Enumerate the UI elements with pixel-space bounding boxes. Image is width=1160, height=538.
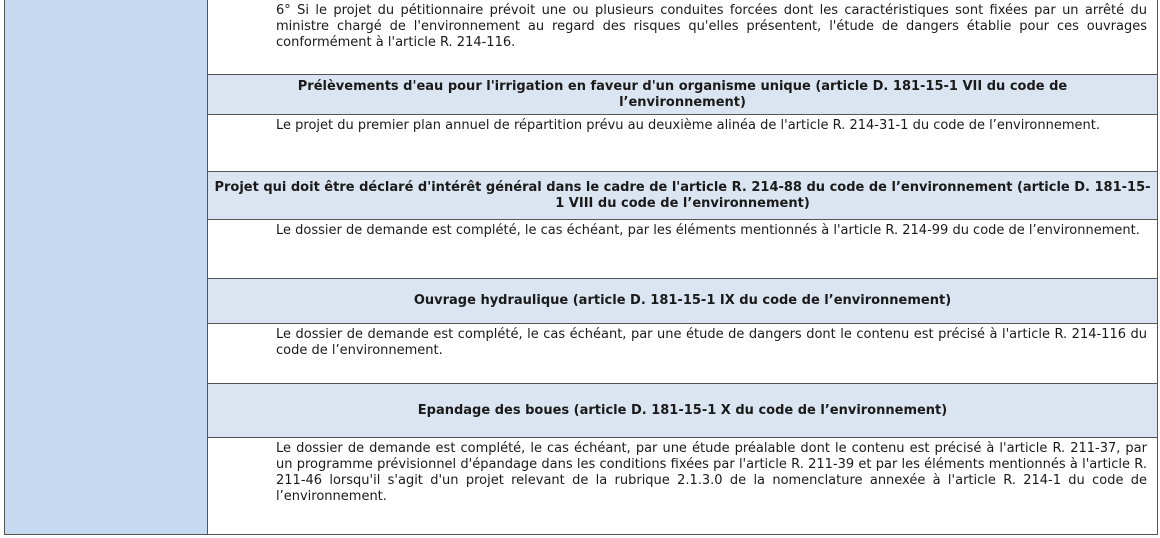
section-header: Epandage des boues (article D. 181-15-1 X du code de l’environnement) [208,384,1157,438]
table-row-text: 6° Si le projet du pétitionnaire prévoit une ou plusieurs conduites forcées dont les caractéristiques sont fixées par un arrêté du ministre chargé de l'environnement au regard des risques qu'elles présentent, l'étude de dangers établie pour ces ouvrages conformément à l'article R. 214-116. [208,0,1157,75]
table-row-text: Le dossier de demande est complété, le cas échéant, par une étude de dangers dont le contenu est précisé à l'article R. 214-116 du code de l’environnement. [208,324,1157,384]
section-header: Prélèvements d'eau pour l'irrigation en faveur d'un organisme unique (article D. 181-15-1 VII du code de l’environnement) [208,75,1157,115]
requirements-table [4,0,1158,535]
section-header: Ouvrage hydraulique (article D. 181-15-1 IX du code de l’environnement) [208,279,1157,324]
table-row-text: Le dossier de demande est complété, le cas échéant, par les éléments mentionnés à l'article R. 214-99 du code de l’environnement. [208,220,1157,279]
table-row-text: Le dossier de demande est complété, le cas échéant, par une étude préalable dont le contenu est précisé à l'article R. 211-37, par un programme prévisionnel d'épandage dans les conditions fixées par l'article R. 211-39 et par les éléments mentionnés à l'article R. 211-46 lorsqu'il s'agit d'un projet relevant de la rubrique 2.1.3.0 de la nomenclature annexée à l'article R. 214-1 du code de l’environnement. [276,441,1147,504]
section-header: Projet qui doit être déclaré d'intérêt général dans le cadre de l'article R. 214-88 du code de l’environnement (article D. 181-15-1 VIII du code de l’environnement) [208,172,1157,220]
table-right-column [208,0,1157,534]
table-left-column [5,0,208,534]
table-row-text: Le projet du premier plan annuel de répartition prévu au deuxième alinéa de l'article R. 214-31-1 du code de l’environnement. [208,115,1157,172]
